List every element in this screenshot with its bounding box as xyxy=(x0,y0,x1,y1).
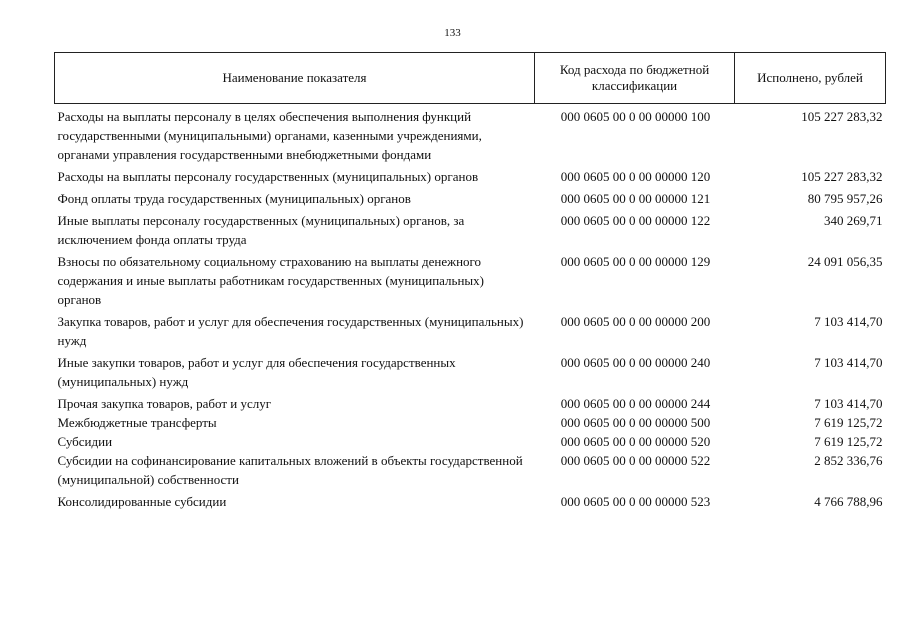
row-code: 000 0605 00 0 00 00000 200 xyxy=(560,314,711,329)
header-name: Наименование показателя xyxy=(55,53,535,104)
row-amount: 340 269,71 xyxy=(824,213,883,228)
row-code: 000 0605 00 0 00 00000 122 xyxy=(560,213,711,228)
row-amount: 7 103 414,70 xyxy=(814,396,883,411)
row-amount: 7 103 414,70 xyxy=(814,355,883,370)
row-name: Субсидии xyxy=(57,434,113,449)
row-code: 000 0605 00 0 00 00000 520 xyxy=(560,434,711,449)
row-code: 000 0605 00 0 00 00000 523 xyxy=(560,494,711,509)
row-amount: 2 852 336,76 xyxy=(814,453,883,468)
row-name: Консолидированные субсидии xyxy=(57,494,227,509)
table-row xyxy=(55,164,886,186)
row-amount: 80 795 957,26 xyxy=(807,191,883,206)
row-amount: 7 619 125,72 xyxy=(814,415,883,430)
table-row xyxy=(55,391,886,413)
row-name: Взносы по обязательному социальному страхованию на выплаты денежного содержания и иные выплаты работникам государственных (муниципальных) органов xyxy=(57,254,484,307)
row-code: 000 0605 00 0 00 00000 522 xyxy=(560,453,711,468)
header-amount: Исполнено, рублей xyxy=(735,53,886,104)
row-name: Иные закупки товаров, работ и услуг для обеспечения государственных (муниципальных) нужд xyxy=(57,355,456,389)
table-row xyxy=(55,489,886,511)
header-row xyxy=(55,53,886,104)
row-code: 000 0605 00 0 00 00000 244 xyxy=(560,396,711,411)
row-name: Расходы на выплаты персоналу в целях обеспечения выполнения функций государственными (муниципальными) органами, казенными учреждениями, органами управления государственными внебюджетными фондами xyxy=(57,109,482,162)
row-code: 000 0605 00 0 00 00000 240 xyxy=(560,355,711,370)
table-row xyxy=(55,249,886,309)
row-amount: 24 091 056,35 xyxy=(807,254,883,269)
row-amount: 105 227 283,32 xyxy=(801,169,883,184)
budget-table xyxy=(54,52,886,511)
table-row xyxy=(55,186,886,208)
row-code: 000 0605 00 0 00 00000 121 xyxy=(560,191,711,206)
table-row xyxy=(55,309,886,350)
row-amount: 7 103 414,70 xyxy=(814,314,883,329)
row-code: 000 0605 00 0 00 00000 129 xyxy=(560,254,711,269)
table-row xyxy=(55,413,886,432)
row-name: Субсидии на софинансирование капитальных вложений в объекты государственной (муниципальной) собственности xyxy=(57,453,523,487)
table-row xyxy=(55,350,886,391)
row-name: Закупка товаров, работ и услуг для обеспечения государственных (муниципальных) нужд xyxy=(57,314,524,348)
table-body xyxy=(55,104,886,512)
row-code: 000 0605 00 0 00 00000 500 xyxy=(560,415,711,430)
row-amount: 7 619 125,72 xyxy=(814,434,883,449)
row-code: 000 0605 00 0 00 00000 120 xyxy=(560,169,711,184)
table-row xyxy=(55,208,886,249)
table-row xyxy=(55,432,886,451)
row-amount: 4 766 788,96 xyxy=(814,494,883,509)
row-name: Фонд оплаты труда государственных (муниципальных) органов xyxy=(57,191,411,206)
row-code: 000 0605 00 0 00 00000 100 xyxy=(560,109,711,124)
table-header xyxy=(55,53,886,104)
page-number: 133 xyxy=(444,27,461,39)
row-name: Прочая закупка товаров, работ и услуг xyxy=(57,396,272,411)
table-row xyxy=(55,104,886,165)
row-name: Межбюджетные трансферты xyxy=(57,415,217,430)
header-code: Код расхода по бюджетной классификации xyxy=(535,53,735,104)
row-name: Расходы на выплаты персоналу государственных (муниципальных) органов xyxy=(57,169,479,184)
row-amount: 105 227 283,32 xyxy=(801,109,883,124)
row-name: Иные выплаты персоналу государственных (муниципальных) органов, за исключением фонда оплаты труда xyxy=(57,213,465,247)
table-row xyxy=(55,451,886,489)
